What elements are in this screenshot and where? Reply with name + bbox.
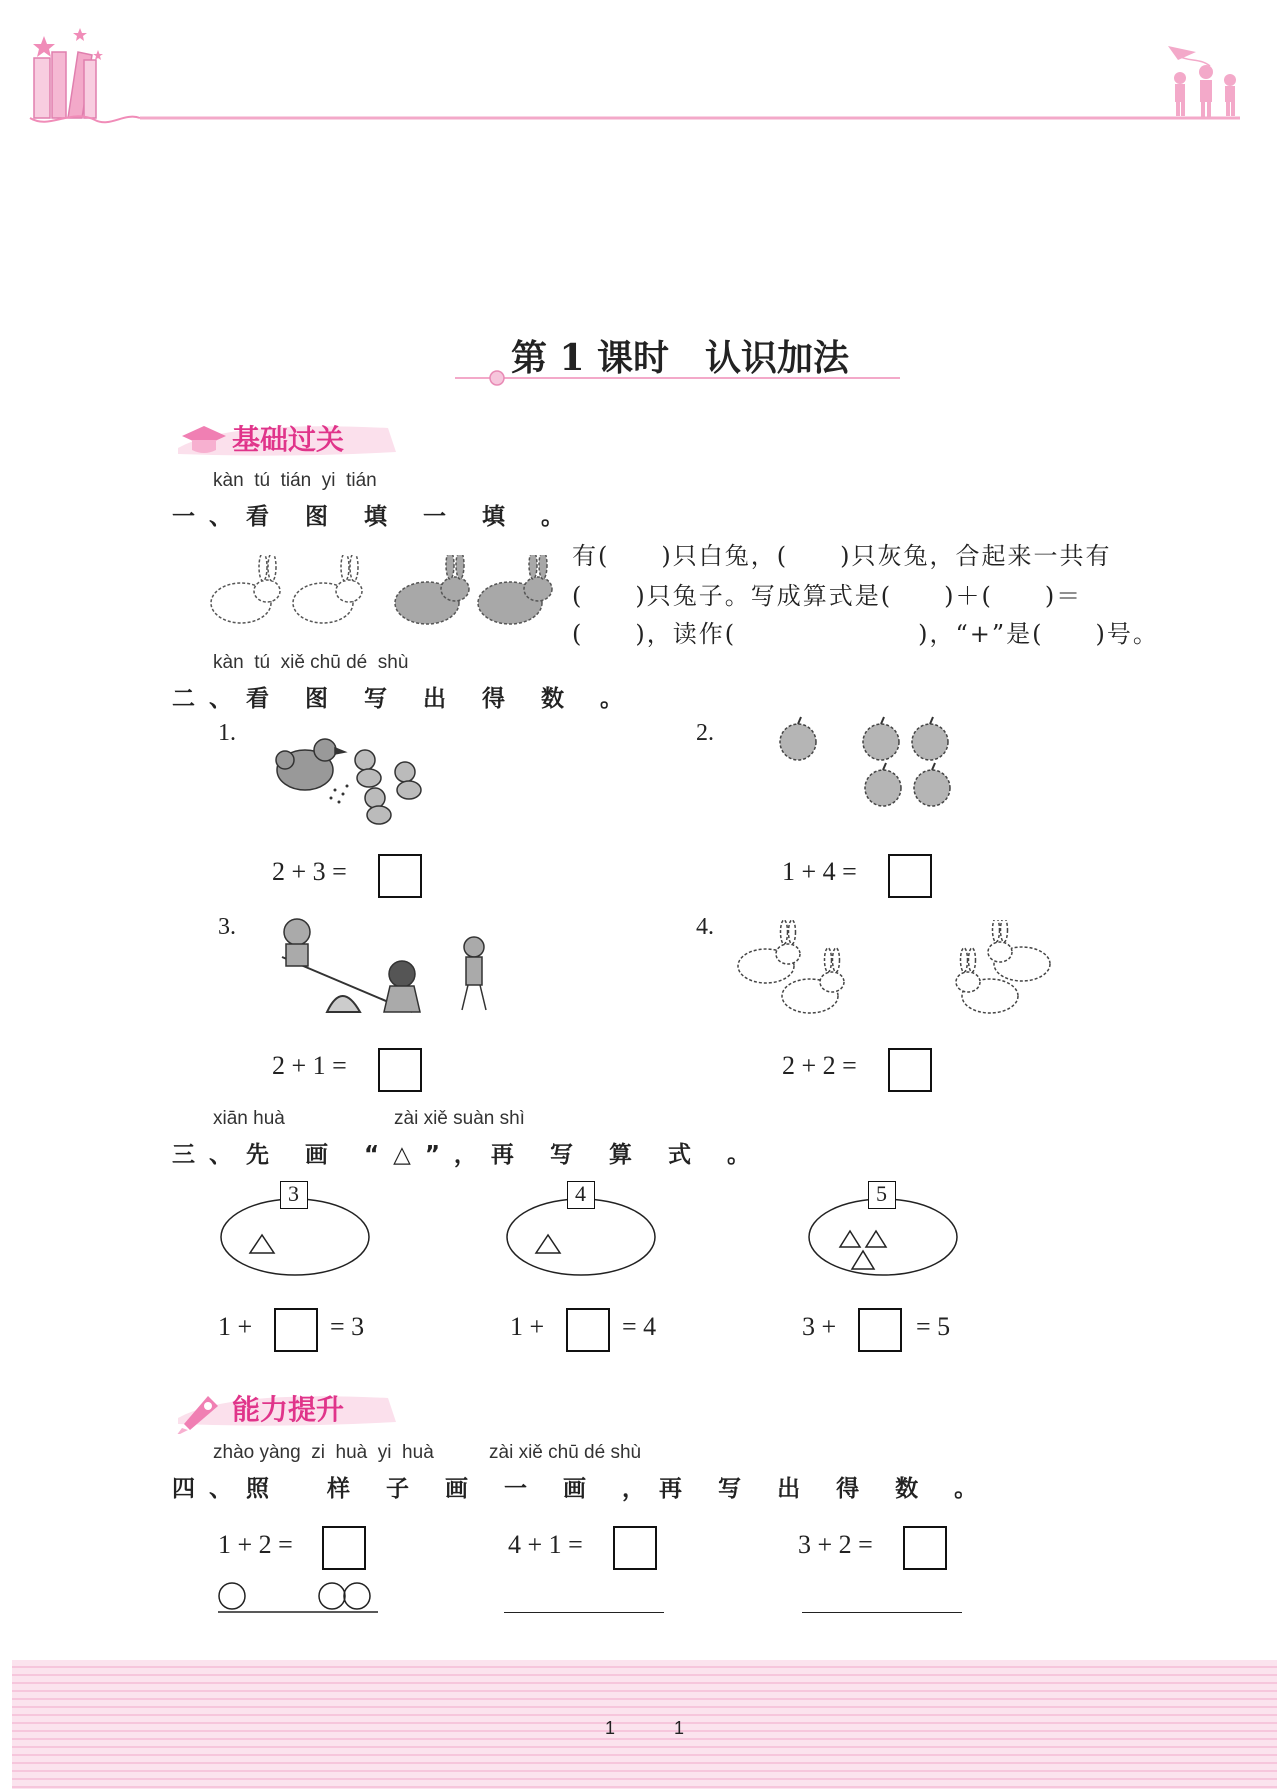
- q3-item-2-answer-box[interactable]: [566, 1308, 610, 1352]
- gray-rabbit-icon: [395, 555, 469, 624]
- white-rabbit-icon: [738, 920, 800, 983]
- lesson-title: 第 1 课时 认识加法: [510, 337, 850, 379]
- q4-item-1-expr: 1 + 2 =: [218, 1530, 293, 1559]
- q2-item-1-answer-box[interactable]: [378, 854, 422, 898]
- q3-item-1-post: = 3: [330, 1312, 365, 1341]
- header-decoration: [0, 0, 1287, 140]
- q1-rabbits: [205, 555, 565, 635]
- q3-pinyin-a: xiān huà: [213, 1108, 285, 1129]
- books-icon: [34, 52, 96, 118]
- q3-item-2-post: = 4: [622, 1312, 657, 1341]
- q4-pinyin-a: zhào yàng zi huà yi huà: [213, 1442, 434, 1463]
- title-underline: [455, 368, 905, 388]
- circle-icon: [219, 1583, 245, 1609]
- q2-item-2-expr: 1 + 4 =: [782, 857, 857, 886]
- q4-item-1-example-circles: [214, 1580, 384, 1620]
- q2-item-2-picture: [770, 715, 960, 815]
- q2-item-4-label: 4.: [696, 914, 714, 940]
- q1-line-3: ( )，读作( )，“+”是( )号。: [572, 620, 1159, 648]
- boy-icon: [284, 919, 310, 966]
- q4-item-3-expr: 3 + 2 =: [798, 1530, 873, 1559]
- children-kite-icon: [1168, 46, 1236, 118]
- q2-title: 二、看 图 写 出 得 数 。: [172, 686, 638, 712]
- girl-icon: [384, 961, 420, 1012]
- walking-boy-icon: [462, 937, 486, 1010]
- q1-pinyin: kàn tú tián yi tián: [213, 470, 377, 491]
- circle-icon: [344, 1583, 370, 1609]
- q3-item-1-pre: 1 +: [218, 1312, 253, 1341]
- q3-item-1-answer-box[interactable]: [274, 1308, 318, 1352]
- q3-item-1-total-value: 3: [288, 1181, 299, 1206]
- q1-line-2: ( )只兔子。写成算式是( )＋( )＝: [572, 582, 1083, 610]
- white-rabbit-icon: [988, 920, 1050, 981]
- q2-item-1-expr: 2 + 3 =: [272, 857, 347, 886]
- q2-item-2-answer-box[interactable]: [888, 854, 932, 898]
- q2-item-1-picture: [265, 720, 435, 830]
- page-number-left: 1: [605, 1718, 616, 1738]
- q4-item-1-answer-box[interactable]: [322, 1526, 366, 1570]
- page-number-right: 1: [674, 1718, 685, 1738]
- hen-icon: [276, 739, 345, 790]
- q4-item-2-answer-box[interactable]: [613, 1526, 657, 1570]
- footer-band: [12, 1660, 1277, 1789]
- seeds-icon: [330, 785, 349, 804]
- q1-title: 一、看 图 填 一 填 。: [172, 504, 579, 530]
- q3-item-3-pre: 3 +: [802, 1312, 837, 1341]
- q3-pinyin-b: zài xiě suàn shì: [394, 1108, 525, 1129]
- q4-item-3-draw-line[interactable]: [802, 1612, 962, 1613]
- q3-item-2-pre: 1 +: [510, 1312, 545, 1341]
- apple-icon: [780, 724, 950, 806]
- q3-item-3-post: = 5: [916, 1312, 951, 1341]
- q2-item-3-picture: [262, 912, 502, 1022]
- q2-item-1-label: 1.: [218, 720, 236, 746]
- section-title-advanced: 能力提升: [232, 1393, 345, 1426]
- q3-item-3-total-value: 5: [876, 1181, 887, 1206]
- circle-icon: [319, 1583, 345, 1609]
- q3-item-3-answer-box[interactable]: [858, 1308, 902, 1352]
- q4-item-2-draw-line[interactable]: [504, 1612, 664, 1613]
- q1-line-1: 有( )只白兔，( )只灰兔，合起来一共有: [572, 542, 1112, 570]
- q2-item-3-label: 3.: [218, 914, 236, 940]
- q2-item-3-answer-box[interactable]: [378, 1048, 422, 1092]
- chick-icon: [355, 750, 421, 824]
- q2-pinyin: kàn tú xiě chū dé shù: [213, 652, 409, 673]
- q3-title: 三、先 画 “△”，再 写 算 式 。: [172, 1142, 764, 1168]
- section-title-basic: 基础过关: [232, 423, 345, 456]
- q2-item-4-answer-box[interactable]: [888, 1048, 932, 1092]
- white-rabbit-icon: [211, 555, 280, 623]
- q2-item-2-label: 2.: [696, 720, 714, 746]
- gray-rabbit-icon: [478, 555, 552, 624]
- q2-item-4-expr: 2 + 2 =: [782, 1051, 857, 1080]
- q2-item-4-picture: [732, 920, 1072, 1020]
- q4-item-3-answer-box[interactable]: [903, 1526, 947, 1570]
- q4-item-2-expr: 4 + 1 =: [508, 1530, 583, 1559]
- q3-item-2-total-value: 4: [575, 1181, 586, 1206]
- q4-pinyin-b: zài xiě chū dé shù: [489, 1442, 642, 1463]
- white-rabbit-icon: [293, 555, 362, 623]
- q2-item-3-expr: 2 + 1 =: [272, 1051, 347, 1080]
- q4-title: 四、照 样 子 画 一 画 ，再 写 出 得 数 。: [172, 1476, 992, 1502]
